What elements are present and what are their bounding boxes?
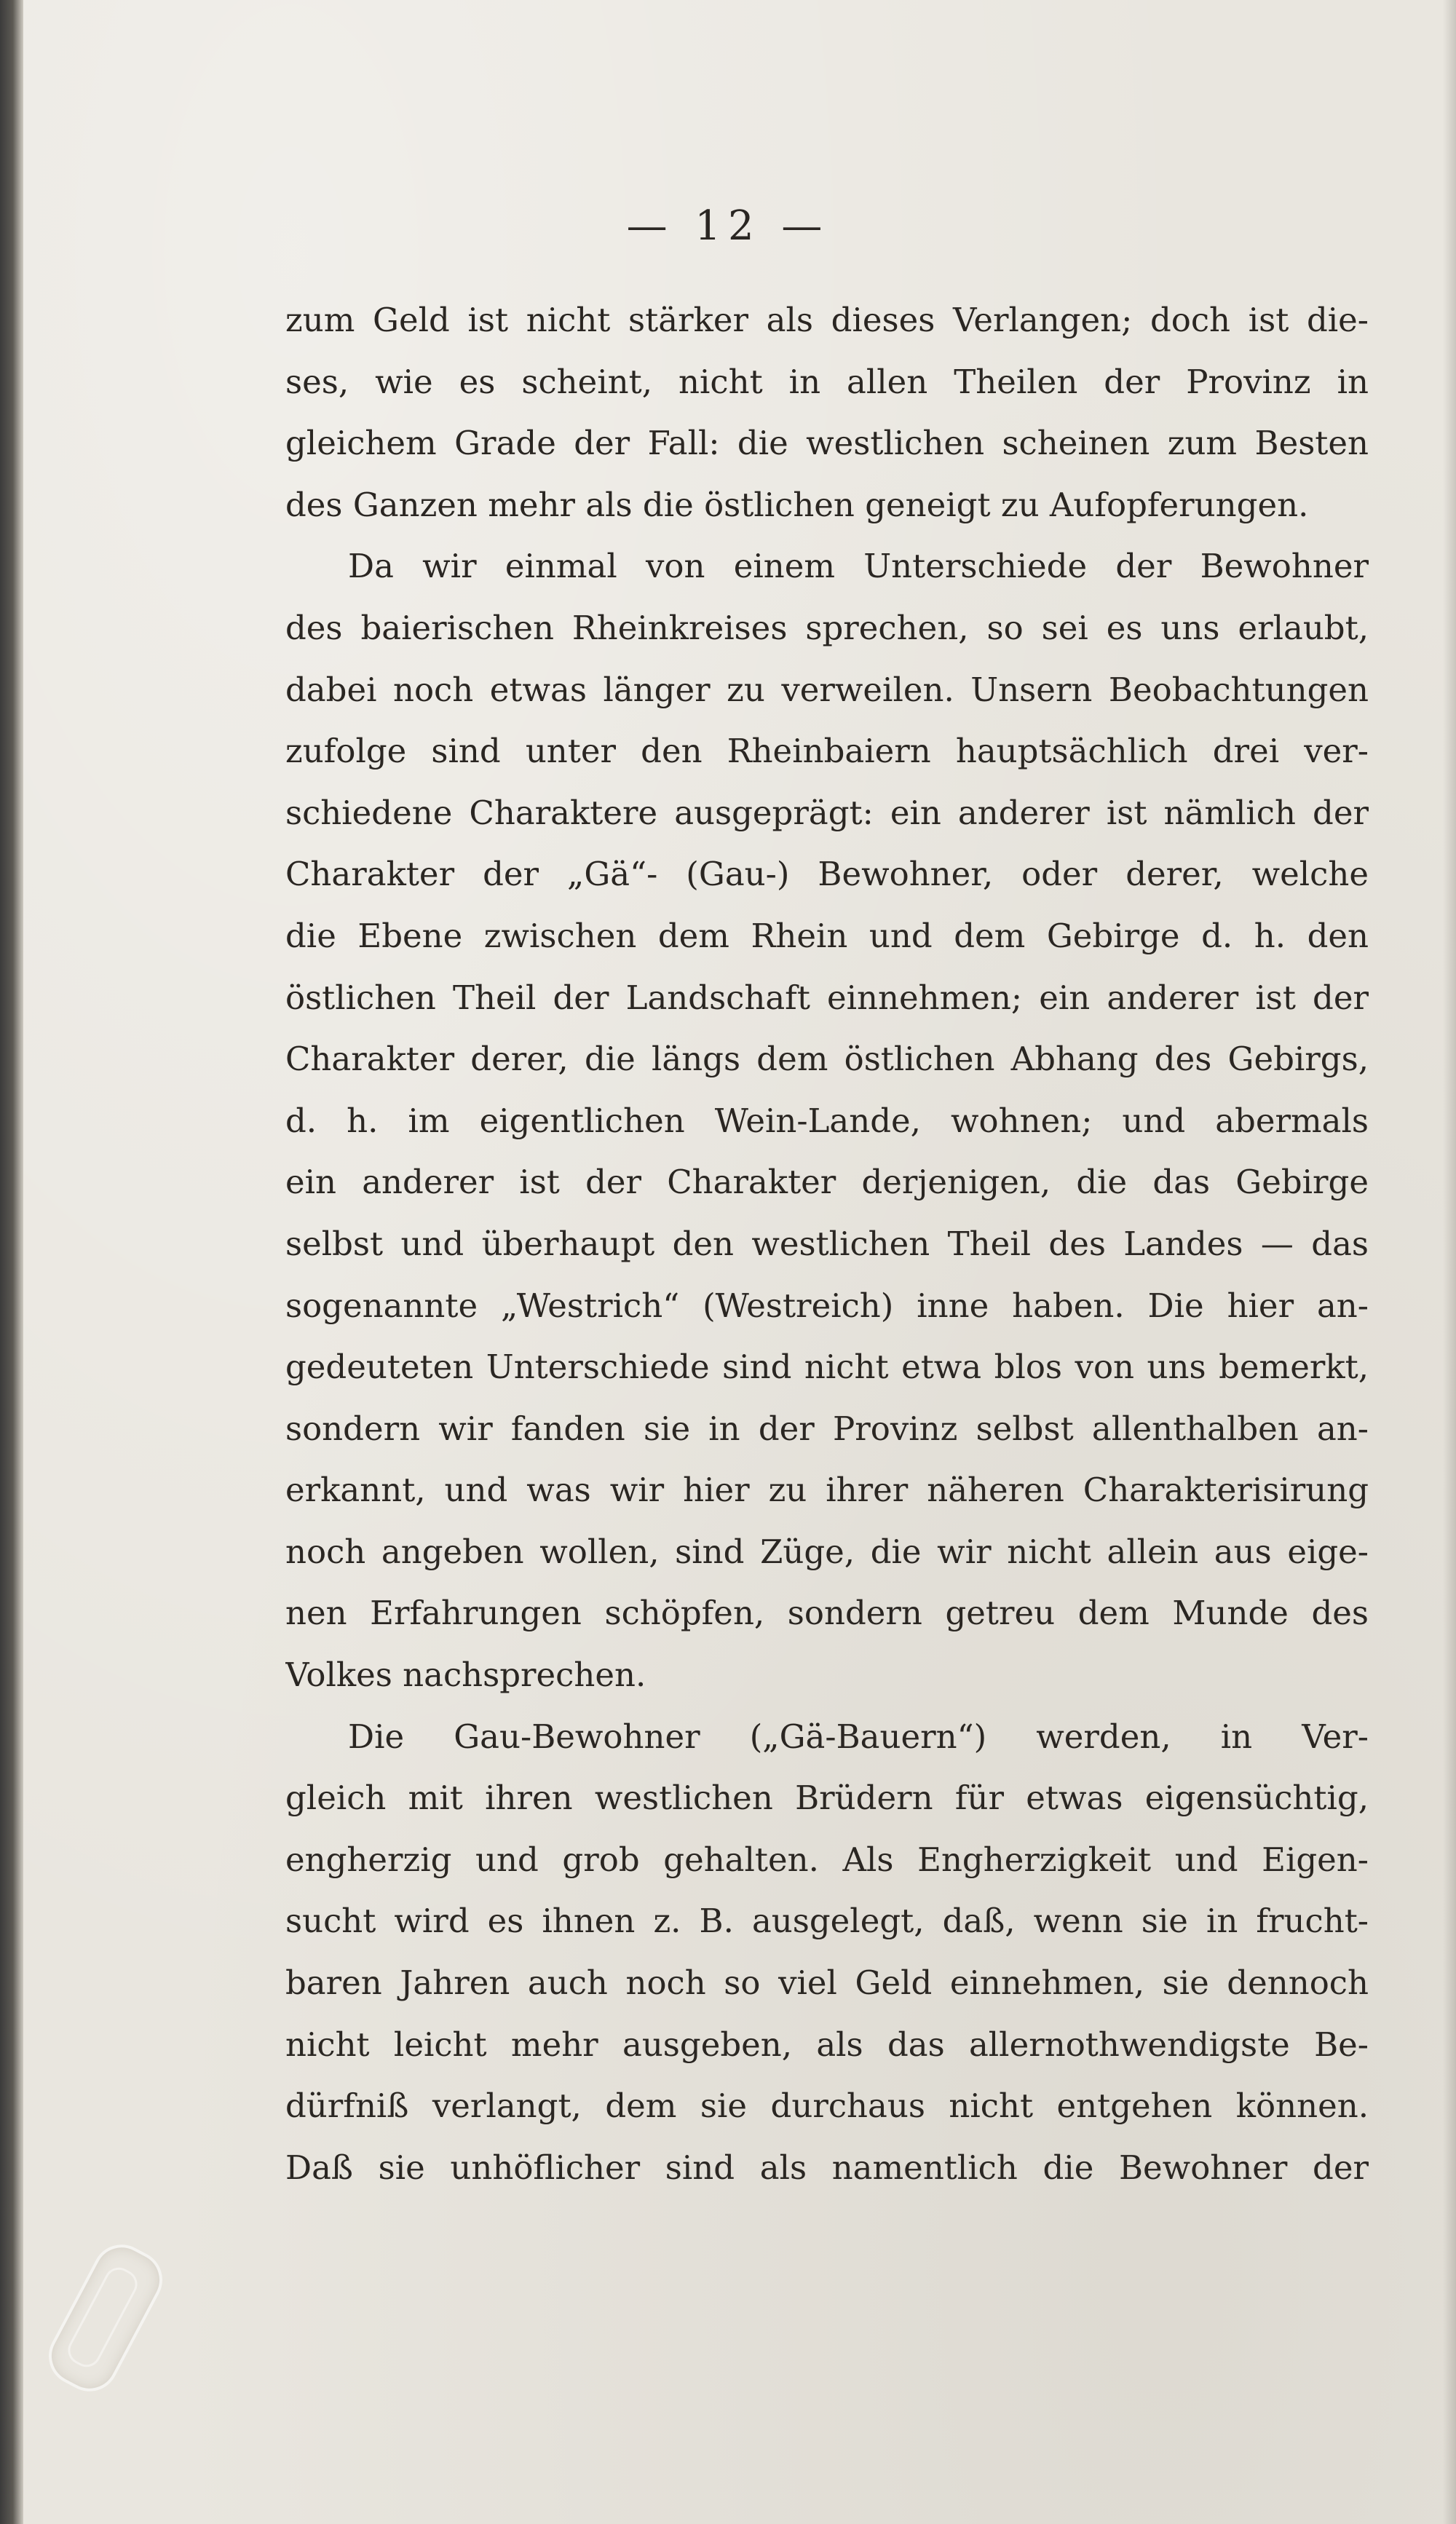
text-line: engherzig und grob gehalten. Als Engherzigkeit und Eigen- [285,1840,1369,1879]
text-line: Charakter derer, die längs dem östlichen Abhang des Gebirgs, [285,1040,1369,1079]
text-line: dürfniß verlangt, dem sie durchaus nicht entgehen können. [285,2086,1369,2126]
text-line: Daß sie unhöflicher sind als namentlich die Bewohner der [285,2148,1369,2187]
body-text [285,290,1369,2199]
binding-edge [0,0,23,2524]
text-line: Die Gau-Bewohner („Gä-Bauern“) werden, in Ver- [348,1717,1369,1756]
text-line: schiedene Charaktere ausgeprägt: ein anderer ist nämlich der [285,793,1369,832]
text-line: östlichen Theil der Landschaft einnehmen; ein anderer ist der [285,978,1369,1017]
text-line: die Ebene zwischen dem Rhein und dem Gebirge d. h. den [285,916,1369,955]
text-line: ses, wie es scheint, nicht in allen Theilen der Provinz in [285,362,1369,401]
text-line: noch angeben wollen, sind Züge, die wir nicht allein aus eige- [285,1532,1369,1571]
text-line: selbst und überhaupt den westlichen Theil des Landes — das [285,1224,1369,1263]
text-line: Da wir einmal von einem Unterschiede der Bewohner [348,547,1369,586]
text-line: d. h. im eigentlichen Wein-Lande, wohnen; und abermals [285,1101,1369,1140]
text-line: sondern wir fanden sie in der Provinz selbst allenthalben an- [285,1409,1369,1448]
text-line: Charakter der „Gä“- (Gau-) Bewohner, oder derer, welche [285,855,1369,894]
text-line: sogenannte „Westrich“ (Westreich) inne haben. Die hier an- [285,1286,1369,1325]
text-line: zum Geld ist nicht stärker als dieses Verlangen; doch ist die- [285,301,1369,339]
text-line: dabei noch etwas länger zu verweilen. Unsern Beobachtungen [285,670,1369,709]
text-line: zufolge sind unter den Rheinbaiern hauptsächlich drei ver- [285,732,1369,771]
text-line: gedeuteten Unterschiede sind nicht etwa blos von uns bemerkt, [285,1348,1369,1387]
text-line: gleichem Grade der Fall: die westlichen scheinen zum Besten [285,424,1369,463]
text-line: nicht leicht mehr ausgeben, als das allernothwendigste Be- [285,2025,1369,2064]
text-line: Volkes nachsprechen. [285,1655,646,1695]
text-line: sucht wird es ihnen z. B. ausgelegt, daß, wenn sie in frucht- [285,1902,1369,1941]
text-line: erkannt, und was wir hier zu ihrer näheren Charakterisirung [285,1471,1369,1510]
page-edge-shadow [1443,0,1456,2524]
text-line: des Ganzen mehr als die östlichen geneigt zu Aufopferungen. [285,485,1309,524]
page-number: — 12 — [626,202,830,250]
text-line: baren Jahren auch noch so viel Geld einnehmen, sie dennoch [285,1963,1369,2003]
text-line: nen Erfahrungen schöpfen, sondern getreu dem Munde des [285,1594,1369,1633]
text-line: ein anderer ist der Charakter derjenigen, die das Gebirge [285,1163,1369,1202]
text-line: gleich mit ihren westlichen Brüdern für etwas eigensüchtig, [285,1779,1369,1818]
text-line: des baierischen Rheinkreises sprechen, so sei es uns erlaubt, [285,608,1369,647]
